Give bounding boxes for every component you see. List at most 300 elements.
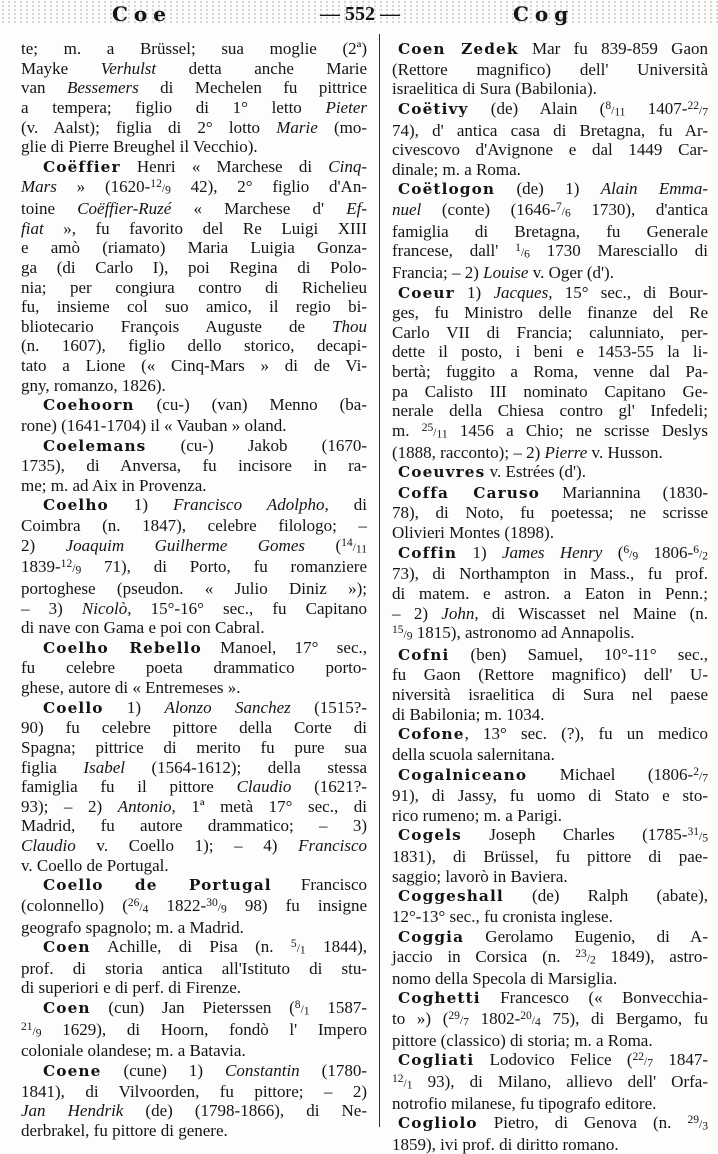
fraction-denominator: 11 [436, 427, 448, 441]
text-run: (1564-1612); della stessa [124, 757, 367, 777]
text-run: 1587- [309, 998, 367, 1017]
italic-text: Alain Emma- [600, 179, 708, 199]
italic-text: Nicolò, [81, 598, 132, 618]
text-line [21, 557, 367, 579]
italic-text: Alonzo Sanchez [164, 697, 291, 717]
left-column [21, 39, 367, 1140]
text-run: ( [602, 542, 624, 562]
text-run: gny, romanzo, 1826). [21, 375, 166, 395]
italic-text: Ef- [346, 199, 368, 218]
dictionary-entry [392, 483, 708, 543]
dictionary-entry [392, 724, 708, 764]
text-run: « Marchese d' [171, 199, 347, 218]
text-line [21, 356, 367, 376]
italic-text: Pieter [325, 97, 367, 117]
text-line [392, 241, 708, 263]
text-run: bertà; fuggito a Roma, venne dal Pa- [392, 362, 708, 381]
fraction-denominator: 6 [524, 247, 530, 261]
date-fraction: $^{20}/_4$ [520, 1008, 541, 1029]
text-line [21, 376, 367, 396]
text-line [392, 745, 708, 765]
italic-text: Isabel [83, 757, 125, 777]
headword: Coeuvres [398, 463, 486, 482]
italic-text: Louise [483, 262, 529, 282]
text-run: (n. 1607), figlio dello storico, decapi- [21, 336, 367, 356]
italic-text: Francisco [298, 836, 367, 855]
text-line [392, 988, 708, 1009]
text-run: famiglia di Bretagna, fu Generale [392, 221, 708, 241]
fraction-denominator: 9 [165, 184, 171, 198]
fraction-denominator: 7 [647, 1056, 654, 1070]
fraction-numerator: 22 [632, 1050, 645, 1064]
text-line [21, 1041, 367, 1061]
text-run: nomo della Specola di Marsiglia. [392, 968, 618, 988]
text-run: 1) [103, 697, 165, 717]
text-line [21, 797, 367, 817]
text-run: (cune) 1) [101, 1060, 226, 1080]
dictionary-entry [392, 543, 708, 645]
text-run: Carlo VII di Francia; calunniato, per- [392, 322, 708, 342]
text-line [21, 317, 367, 337]
text-line [392, 867, 708, 887]
headword: Cogliolo [398, 1114, 478, 1133]
fraction-numerator: 14 [341, 535, 353, 549]
text-line [392, 421, 708, 443]
text-run: 1815), astronomo ad Annapolis. [412, 623, 635, 643]
text-line [21, 816, 367, 836]
fraction-numerator: 8 [294, 997, 301, 1011]
text-run: Mar fu 839-859 Gaon [518, 39, 708, 58]
fraction-numerator: 22 [687, 98, 699, 112]
text-run: Madrid, fu autore drammatico; – 3) [21, 816, 367, 836]
text-line [392, 462, 708, 483]
text-run: Mariannina (1830- [539, 482, 708, 502]
text-line [392, 1072, 708, 1094]
text-line [21, 516, 367, 536]
text-line [392, 483, 708, 504]
text-line [392, 564, 708, 584]
column-divider [379, 34, 380, 1127]
text-run: 78), di Noto, fu poetessa; ne scrisse [392, 503, 708, 523]
text-run: rone) (1641-1704) il « Vauban » oland. [21, 415, 287, 435]
text-line [21, 698, 367, 719]
text-line [21, 875, 367, 896]
italic-text: Antonio, [117, 796, 176, 816]
text-run: v. Estrées (d'). [485, 462, 586, 482]
text-run: Henri « Marchese di [120, 156, 329, 176]
text-run: 1730), d'antica [570, 200, 708, 219]
text-run: (1888, racconto); – 2) [392, 442, 545, 462]
dictionary-entry [392, 283, 708, 463]
text-run: (de) Ralph (abate), [503, 886, 708, 906]
date-fraction: $^1/_6$ [515, 241, 530, 261]
text-run: to ») ( [392, 1009, 449, 1028]
headword: Coggia [398, 927, 465, 946]
text-line [21, 78, 367, 98]
text-run: bliotecario François Auguste de [21, 316, 333, 336]
headword: Coene [43, 1061, 102, 1080]
fraction-denominator: 9 [35, 1026, 42, 1040]
dictionary-entry [392, 988, 708, 1050]
text-run: jaccio in Corsica (n. [392, 947, 576, 967]
fraction-denominator: 1 [299, 943, 306, 957]
text-run: Manoel, 17° sec., [201, 637, 368, 657]
text-run: Spagna; pittrice di merito fu pure sua [21, 737, 367, 757]
running-head-left: Coe [112, 2, 172, 26]
text-line [392, 705, 708, 725]
headword: Coffa Caruso [398, 483, 540, 502]
fraction-denominator: 11 [614, 105, 626, 119]
text-line [392, 382, 708, 402]
text-run: fu Gaon (Rettore magnifico) dell' U- [392, 665, 708, 685]
italic-text: Verhulst [100, 58, 157, 78]
text-run: nia; per congiura contro di Richelieu [21, 277, 367, 297]
date-fraction: $^{15}/_9$ [392, 622, 413, 643]
text-line [392, 401, 708, 421]
text-line [392, 1031, 708, 1051]
text-line [392, 200, 708, 222]
dictionary-entry [392, 645, 708, 725]
dictionary-entry [392, 99, 708, 180]
text-run: toine [21, 199, 78, 218]
text-run: m. [392, 420, 422, 440]
text-line [21, 536, 367, 558]
italic-text: Marie [276, 117, 318, 137]
headword: Coello [43, 698, 104, 717]
text-run: famiglia fu il pittore [21, 777, 237, 797]
text-run: (cun) Jan Pieterssen ( [90, 998, 295, 1017]
text-line [21, 39, 367, 59]
text-run: fu celebre poeta drammatico porto- [21, 658, 367, 678]
text-line [392, 523, 708, 543]
text-run: te; m. a Brüssel; sua moglie (2ª) [21, 39, 367, 58]
text-run: ga (di Carlo I), poi Regina di Polo- [21, 257, 367, 277]
fraction-denominator: 5 [702, 832, 708, 846]
dictionary-entry [21, 1061, 367, 1141]
text-run: Francesco (« Bonvecchia- [480, 988, 708, 1008]
text-line [392, 222, 708, 242]
text-line [21, 297, 367, 317]
fraction-numerator: 12 [150, 177, 162, 191]
text-run: (1621?- [291, 777, 367, 797]
fraction-numerator: 21 [21, 1019, 33, 1033]
date-fraction: $^{22}/_7$ [632, 1050, 654, 1070]
text-run: (Rettore magnifico) dell' Università [392, 59, 708, 79]
text-line [392, 263, 708, 283]
text-run: me; m. ad Aix in Provenza. [21, 475, 207, 495]
text-run: Pietro, di Genova (n. [477, 1113, 688, 1133]
fraction-numerator: 30 [206, 895, 218, 909]
text-run: (de) (1798-1866), di Ne- [123, 1101, 367, 1121]
dictionary-entry [392, 927, 708, 989]
text-run: Mayke [21, 58, 101, 78]
text-run: (1515?- [290, 697, 367, 717]
text-run: 1822- [148, 895, 207, 915]
headword: Cogliati [398, 1051, 475, 1070]
headword: Coeur [398, 283, 455, 302]
text-line [21, 336, 367, 356]
text-run: di superiori e di perf. di Firenze. [21, 978, 241, 998]
text-run: 1629), di Hoorn, fondò l' Impero [41, 1019, 367, 1039]
text-line [21, 738, 367, 758]
text-run: Achille, di Pisa (n. [90, 937, 291, 957]
text-run: 93), di Milano, allievo dell' Orfa- [412, 1071, 708, 1091]
fraction-denominator: 7 [702, 771, 708, 785]
fraction-numerator: 20 [520, 1008, 532, 1022]
headword: Coghetti [398, 989, 481, 1008]
headword: Coen [43, 938, 91, 957]
fraction-denominator: 6 [564, 206, 571, 220]
text-line [392, 283, 708, 304]
fraction-denominator: 4 [142, 902, 149, 916]
date-fraction: $^{29}/_3$ [687, 1112, 708, 1133]
fraction-numerator: 31 [687, 825, 699, 839]
text-line [21, 998, 367, 1020]
text-run: (colonnello) ( [21, 895, 128, 915]
fraction-denominator: 9 [75, 563, 82, 577]
italic-text: Jan Hendrik [21, 1101, 124, 1121]
headword: Coggeshall [398, 887, 504, 906]
text-line [21, 758, 367, 778]
text-run: 1806- [638, 542, 694, 562]
fraction-numerator: 15 [392, 622, 404, 636]
text-run: francese, dall' [392, 241, 516, 261]
headword: Coen Zedek [398, 40, 519, 58]
dictionary-entry [21, 998, 367, 1061]
text-run: di Wiscasset nel Maine (n. [478, 603, 708, 623]
date-fraction: $^{25}/_{11}$ [421, 420, 448, 441]
text-line [21, 1082, 367, 1102]
dictionary-entry [21, 436, 367, 496]
text-run: fu, insieme col suo amico, il regio bi- [21, 297, 367, 317]
fraction-numerator: 23 [575, 946, 587, 960]
text-line [21, 436, 367, 457]
date-fraction: $^{12}/_9$ [60, 557, 82, 577]
text-run: Olivieri Montes (1898). [392, 523, 554, 542]
date-fraction: $^7/_6$ [555, 199, 571, 220]
text-line [392, 724, 708, 745]
dictionary-entry [21, 875, 367, 937]
text-run: 1) [108, 495, 174, 515]
text-line [392, 806, 708, 826]
text-line [392, 665, 708, 685]
date-fraction: $^{23}/_2$ [575, 946, 596, 967]
text-run: saggio; lavorò in Baviera. [392, 866, 568, 886]
text-run: 90) fu celebre pittore della Corte di [21, 718, 367, 738]
text-line [21, 896, 367, 918]
dictionary-entry [21, 395, 367, 435]
date-fraction: $^{30}/_9$ [206, 895, 227, 916]
text-run: 42), 2° figlio d'An- [170, 177, 367, 197]
headword: Cofni [398, 645, 450, 664]
running-head-right: Cog [513, 2, 575, 26]
text-line [392, 927, 708, 948]
text-run: derbrakel, fu pittore di genere. [21, 1120, 228, 1140]
text-run: (mo- [317, 117, 367, 137]
text-line [21, 836, 367, 856]
date-fraction: $^{12}/_1$ [392, 1071, 413, 1092]
right-column [392, 39, 708, 1154]
text-run: van [21, 78, 67, 98]
text-run: di nave con Gama e poi con Cabral. [21, 618, 265, 638]
dictionary-entry [392, 886, 708, 926]
text-run: ges, fu Ministro delle finanze del Re [392, 303, 708, 323]
text-line [392, 623, 708, 645]
text-line [21, 278, 367, 298]
italic-text: Jacques, [493, 282, 553, 302]
text-run: v. Coello 1); – 4) [75, 836, 299, 855]
text-run: v. Oger (d'). [528, 262, 614, 282]
text-line [392, 604, 708, 624]
text-run: pittore (classico) di storia; m. a Roma. [392, 1030, 653, 1050]
text-run: di Mechelen fu pittrice [138, 78, 367, 98]
fraction-denominator: 1 [406, 1078, 413, 1092]
text-line [392, 786, 708, 806]
text-line [21, 718, 367, 738]
text-run: 93); – 2) [21, 796, 118, 816]
text-run: 1831), di Brüssel, fu pittore di pae- [392, 847, 708, 866]
text-run: 15° sec., di Bour- [552, 282, 708, 302]
text-line [392, 543, 708, 565]
italic-text: Cinq- [328, 156, 367, 176]
text-run: dette il posto, i beni e 1453-55 la li- [392, 342, 708, 362]
text-line [392, 503, 708, 523]
text-line [392, 303, 708, 323]
text-run: 1ª metà 17° sec., di [175, 796, 367, 816]
text-run: Gerolamo Eugenio, di A- [464, 926, 708, 946]
date-fraction: $^6/_2$ [693, 542, 708, 563]
text-run: detta anche Marie [156, 58, 367, 78]
text-run: dinale; m. a Roma. [392, 159, 521, 179]
text-run: 1) [457, 542, 502, 562]
fraction-numerator: 26 [127, 895, 140, 909]
text-line [392, 825, 708, 847]
dictionary-entry [21, 698, 367, 876]
headword: Cogels [398, 826, 462, 845]
text-run: 15°-16° sec., fu Capitano [131, 598, 367, 618]
dictionary-entry [392, 765, 708, 826]
date-fraction: $^{14}/_{11}$ [341, 535, 368, 556]
text-run: geografo spagnolo; m. a Madrid. [21, 917, 244, 937]
dictionary-entry [21, 157, 367, 396]
text-line [392, 60, 708, 80]
italic-text: James Henry [502, 542, 603, 562]
text-run: pa Calisto III nominato Capitano Ge- [392, 381, 708, 401]
dictionary-entry [392, 462, 708, 483]
fraction-denominator: 7 [702, 105, 708, 119]
text-line [21, 395, 367, 416]
page-number: — 552 — [320, 3, 400, 25]
text-run: v. Husson. [587, 442, 663, 462]
text-line [21, 157, 367, 178]
text-run: Lodovico Felice ( [474, 1050, 633, 1070]
text-run: a tempera; figlio di 1° letto [21, 97, 326, 117]
text-line [21, 959, 367, 979]
text-line [21, 219, 367, 239]
text-run: 74), d' antica casa di Bretagna, fu Ar- [392, 120, 708, 140]
date-fraction: $^{22}/_7$ [687, 98, 708, 119]
headword: Coelho Rebello [43, 638, 202, 657]
text-line [392, 1094, 708, 1114]
text-line [21, 118, 367, 138]
text-run: Francisco [271, 875, 368, 895]
fraction-denominator: 4 [535, 1015, 541, 1029]
fraction-denominator: 2 [702, 549, 708, 563]
fraction-denominator: 9 [632, 549, 639, 563]
text-line [392, 765, 708, 787]
fraction-numerator: 8 [605, 98, 612, 112]
date-fraction: $^5/_1$ [290, 936, 306, 957]
text-line [21, 777, 367, 797]
text-run: di Babilonia; m. 1034. [392, 704, 545, 724]
fraction-denominator: 3 [702, 1119, 708, 1133]
text-run: coloniale olandese; m. a Batavia. [21, 1041, 246, 1061]
text-run: 12°-13° sec., fu cronista inglese. [392, 906, 613, 926]
text-line [21, 476, 367, 496]
text-run: 1730 Maresciallo di [529, 241, 708, 261]
text-line [392, 1135, 708, 1154]
fraction-denominator: 2 [590, 953, 596, 967]
text-run: 1849), astro- [595, 947, 708, 967]
italic-text: Mars [21, 177, 57, 197]
text-line [392, 99, 708, 121]
date-fraction: $^{26}/_4$ [127, 895, 149, 916]
headword: Cofone [398, 725, 465, 744]
date-fraction: $^{21}/_9$ [21, 1019, 42, 1040]
fraction-denominator: 1 [303, 1004, 310, 1018]
text-run: di matem. e astron. a Eaton in Penn.; [392, 583, 708, 603]
fraction-numerator: 6 [623, 542, 630, 556]
text-line [392, 362, 708, 382]
text-run: 1859), ivi prof. di diritto romano. [392, 1134, 619, 1154]
text-run: 1735), di Anversa, fu incisore in ra- [21, 456, 367, 476]
text-run: Coimbra (n. 1847), celebre filologo; – [21, 516, 367, 535]
text-line [21, 638, 367, 659]
text-run: 1847- [653, 1050, 708, 1070]
text-line [21, 658, 367, 678]
text-line [392, 847, 708, 867]
headword: Coëtlogon [398, 180, 496, 199]
headword: Coello de Portugal [43, 876, 272, 895]
dictionary-entry [21, 495, 367, 637]
text-line [392, 886, 708, 907]
italic-text: nuel [392, 200, 422, 219]
date-fraction: $^{12}/_9$ [150, 177, 171, 198]
date-fraction: $^8/_{11}$ [605, 98, 626, 119]
fraction-numerator: 25 [421, 420, 434, 434]
dictionary-entry [21, 638, 367, 698]
text-line [21, 495, 367, 516]
text-line [392, 947, 708, 969]
text-run: nerale della Chiesa contro gl' Infedeli; [392, 401, 708, 421]
text-run: », fu favorito del Re Luigi XIII [43, 218, 367, 238]
text-line [392, 323, 708, 343]
dictionary-entry [392, 1113, 708, 1154]
text-line [21, 856, 367, 876]
italic-text: Joaquim Guilherme Gomes [65, 535, 305, 555]
dictionary-entry [21, 39, 367, 157]
text-line [21, 199, 367, 219]
dictionary-entry [392, 39, 708, 99]
dictionary-entry [392, 1050, 708, 1113]
italic-text: Claudio [21, 836, 76, 855]
text-line [392, 645, 708, 666]
fraction-numerator: 2 [693, 764, 699, 778]
headword: Coelho [43, 496, 109, 515]
text-run: 1841), di Vilvoorden, fu pittore; – 2) [21, 1081, 367, 1101]
text-run: tato a Lione (« Cinq-Mars » di de Vi- [21, 356, 367, 375]
text-run: civescovo d'Avignone e dal 1449 Car- [392, 140, 708, 160]
